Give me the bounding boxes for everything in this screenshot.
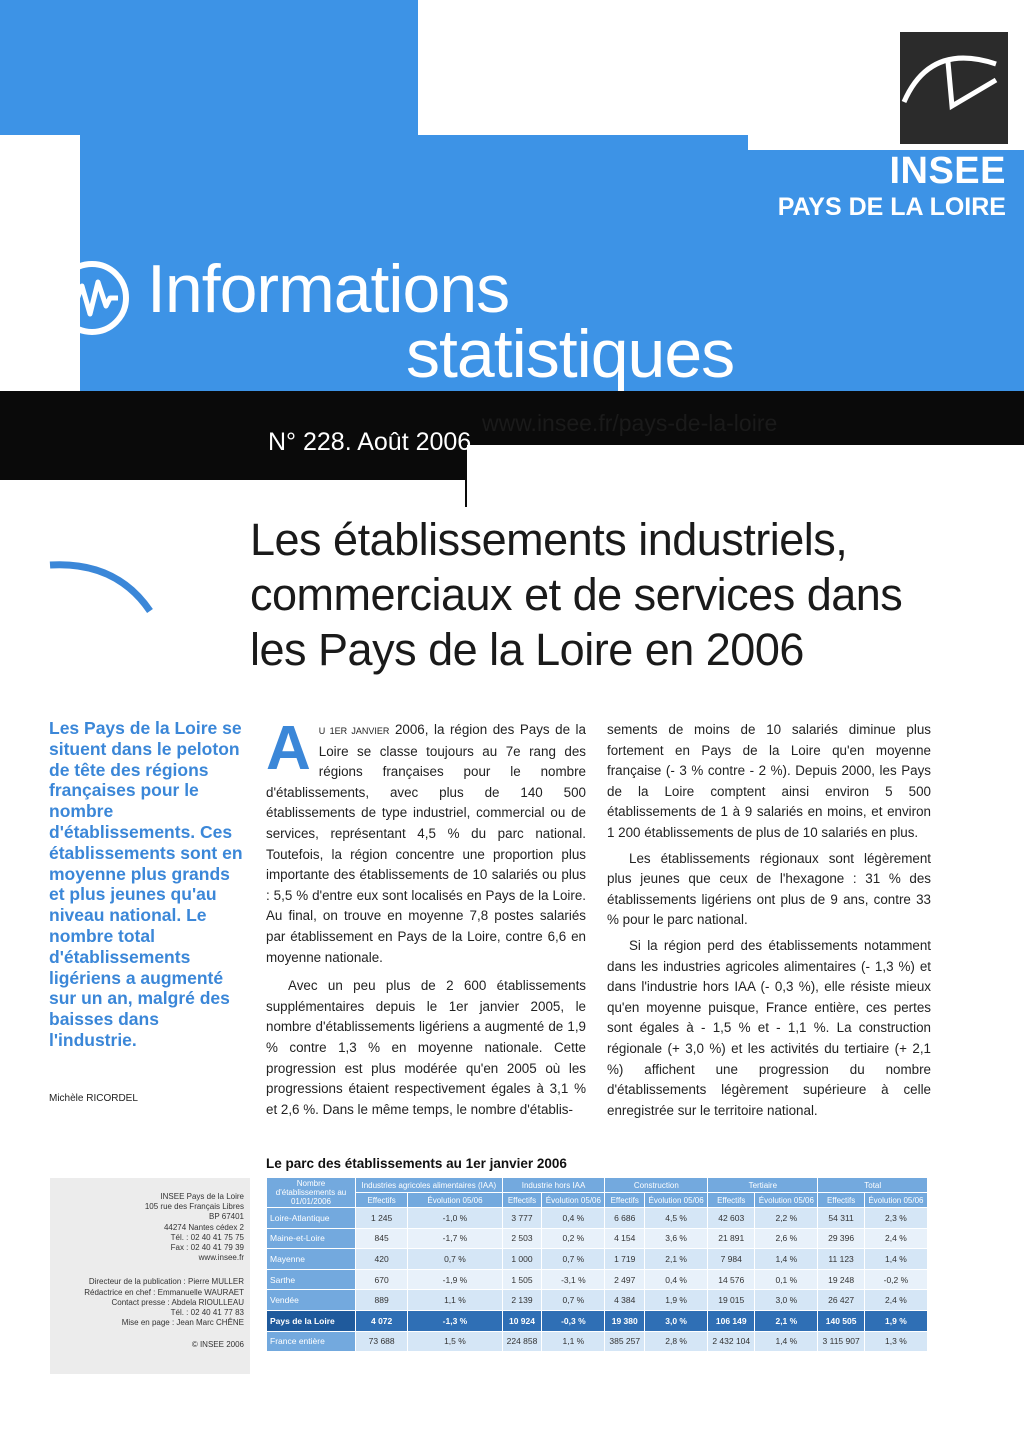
table-subheader: Évolution 05/06 bbox=[755, 1193, 818, 1208]
table-subheader-row bbox=[267, 1193, 928, 1208]
table-cell: 0,4 % bbox=[645, 1269, 708, 1290]
table-cell: 224 858 bbox=[502, 1331, 542, 1352]
table-cell: 670 bbox=[356, 1269, 408, 1290]
table-cell: -1,7 % bbox=[408, 1228, 502, 1249]
table-row-label: Vendée bbox=[267, 1290, 356, 1311]
table-group-header: Total bbox=[818, 1178, 928, 1193]
table-cell: 2,1 % bbox=[645, 1249, 708, 1270]
table-cell: 1,1 % bbox=[408, 1290, 502, 1311]
table-cell: 0,7 % bbox=[408, 1249, 502, 1270]
table-cell: 0,2 % bbox=[542, 1228, 605, 1249]
table-cell: 1,9 % bbox=[864, 1310, 927, 1331]
table-cell: 845 bbox=[356, 1228, 408, 1249]
table-corner-header: Nombre d'établissements au 01/01/2006 bbox=[267, 1178, 356, 1208]
table-row-label: Maine-et-Loire bbox=[267, 1228, 356, 1249]
table-cell: 6 686 bbox=[605, 1208, 645, 1229]
table-cell: 19 248 bbox=[818, 1269, 864, 1290]
table-row bbox=[267, 1249, 928, 1270]
paragraph: sements de moins de 10 salariés diminue plus fortement en Pays de la Loire qu'en moyenne française (- 3 % contre - 2 %). Depuis 2000, les Pays de la Loire comptent ainsi environ 5 500 établissements de 1 à 9 salariés en moins, et environ 1 200 établissements de plus de 10 salariés en plus. bbox=[607, 722, 931, 840]
article-headline: Les établissements industriels, commerciaux et de services dans les Pays de la Loire en 2006 bbox=[250, 514, 903, 675]
table-cell: 54 311 bbox=[818, 1208, 864, 1229]
table-subheader: Effectifs bbox=[502, 1193, 542, 1208]
table-cell: -3,1 % bbox=[542, 1269, 605, 1290]
table-cell: 106 149 bbox=[708, 1310, 755, 1331]
table-cell: 3 115 907 bbox=[818, 1331, 864, 1352]
paragraph: Les établissements régionaux sont légèrement plus jeunes que ceux de l'hexagone : 31 % des établissements ligériens ont plus de 9 ans, contre 33 % pour le parc national. bbox=[607, 850, 931, 928]
article-column-2 bbox=[607, 720, 931, 1126]
table-cell: 2 497 bbox=[605, 1269, 645, 1290]
table-cell: 11 123 bbox=[818, 1249, 864, 1270]
imprint-box bbox=[50, 1178, 250, 1374]
article-intro: Les Pays de la Loire se situent dans le peloton de tête des régions françaises pour le nombre d'établissements. Ces établissements sont en moyenne plus grands et plus jeunes qu'au niveau national. Le nombre total d'établissements ligériens a augmenté sur un an, malgré des baisses dans l'industrie. bbox=[49, 718, 243, 1050]
table-cell: 1,3 % bbox=[864, 1331, 927, 1352]
table-title: Le parc des établissements au 1er janvier 2006 bbox=[266, 1156, 567, 1171]
table-cell: 385 257 bbox=[605, 1331, 645, 1352]
table-group-header: Industrie hors IAA bbox=[502, 1178, 605, 1193]
table-subheader: Effectifs bbox=[818, 1193, 864, 1208]
article-column-1 bbox=[266, 714, 586, 1125]
table-row bbox=[267, 1290, 928, 1311]
masthead-title-line1: Informations bbox=[147, 251, 510, 327]
brand-name: INSEE bbox=[889, 150, 1006, 192]
establishments-table bbox=[266, 1177, 928, 1352]
table-row bbox=[267, 1331, 928, 1352]
table-cell: 1 000 bbox=[502, 1249, 542, 1270]
table-cell: -1,0 % bbox=[408, 1208, 502, 1229]
table-subheader: Effectifs bbox=[708, 1193, 755, 1208]
table-cell: -0,3 % bbox=[542, 1310, 605, 1331]
table-row bbox=[267, 1310, 928, 1331]
imprint-copyright: © INSEE 2006 bbox=[191, 1340, 244, 1350]
table-cell: 1,4 % bbox=[755, 1331, 818, 1352]
table-subheader: Évolution 05/06 bbox=[542, 1193, 605, 1208]
table-row-label: France entière bbox=[267, 1331, 356, 1352]
table-cell: 2 432 104 bbox=[708, 1331, 755, 1352]
table-cell: 420 bbox=[356, 1249, 408, 1270]
table-cell: 140 505 bbox=[818, 1310, 864, 1331]
table-body bbox=[267, 1208, 928, 1352]
table-cell: 10 924 bbox=[502, 1310, 542, 1331]
table-cell: 4 384 bbox=[605, 1290, 645, 1311]
table-subheader: Évolution 05/06 bbox=[645, 1193, 708, 1208]
table-cell: 2,3 % bbox=[864, 1208, 927, 1229]
insee-logo bbox=[900, 32, 1008, 144]
masthead-title-line2: statistiques bbox=[406, 316, 735, 392]
insee-arc-logo-icon bbox=[900, 32, 1008, 144]
table-row-label: Loire-Atlantique bbox=[267, 1208, 356, 1229]
table-cell: 3,0 % bbox=[755, 1290, 818, 1311]
table-cell: -0,2 % bbox=[864, 1269, 927, 1290]
table-subheader: Évolution 05/06 bbox=[408, 1193, 502, 1208]
table-cell: 2,1 % bbox=[755, 1310, 818, 1331]
table-header-row bbox=[267, 1178, 928, 1193]
table-cell: 0,1 % bbox=[755, 1269, 818, 1290]
article-author: Michèle RICORDEL bbox=[49, 1093, 138, 1104]
table-cell: 1 505 bbox=[502, 1269, 542, 1290]
table-cell: 889 bbox=[356, 1290, 408, 1311]
table-cell: 3 777 bbox=[502, 1208, 542, 1229]
table-cell: 0,7 % bbox=[542, 1249, 605, 1270]
table-cell: 73 688 bbox=[356, 1331, 408, 1352]
lead-smallcaps: U 1ER JANVIER bbox=[318, 726, 390, 736]
brand-region: PAYS DE LA LOIRE bbox=[777, 193, 1006, 221]
table-row-label: Mayenne bbox=[267, 1249, 356, 1270]
table-cell: 26 427 bbox=[818, 1290, 864, 1311]
table-cell: 2,4 % bbox=[864, 1290, 927, 1311]
table-subheader: Effectifs bbox=[356, 1193, 408, 1208]
table-cell: 1,5 % bbox=[408, 1331, 502, 1352]
table-group-header: Tertiaire bbox=[708, 1178, 818, 1193]
header-block-left bbox=[0, 0, 418, 135]
table-cell: -1,9 % bbox=[408, 1269, 502, 1290]
table-cell: 2,8 % bbox=[645, 1331, 708, 1352]
table-cell: 2,4 % bbox=[864, 1228, 927, 1249]
table-cell: 2,6 % bbox=[755, 1228, 818, 1249]
paragraph bbox=[266, 714, 586, 968]
table-cell: 21 891 bbox=[708, 1228, 755, 1249]
table-cell: 4,5 % bbox=[645, 1208, 708, 1229]
table-cell: 1,4 % bbox=[864, 1249, 927, 1270]
table-group-header: Industries agricoles alimentaires (IAA) bbox=[356, 1178, 503, 1193]
table-cell: 1,4 % bbox=[755, 1249, 818, 1270]
imprint-address: INSEE Pays de la Loire 105 rue des Français Libres BP 67401 44274 Nantes cédex 2 Tél. : 02 40 41 75 75 Fax : 02 40 41 79 39 www.insee.fr bbox=[144, 1192, 244, 1263]
table-cell: 1,9 % bbox=[645, 1290, 708, 1311]
dropcap: A bbox=[266, 714, 311, 783]
paragraph: Si la région perd des établissements notamment dans les industries agricoles alimentaires (- 1,3 %) et dans l'industrie hors IAA (- 0,3 %), elle résiste mieux qu'en moyenne puisque, France entière, ces pertes sont égales à - 1,5 % et - 1,1 %. La construction régionale (+ 3,0 %) et les activités du tertiaire (+ 2,1 %) affichent une progression du nombre d'établissements légèrement supérieure à celle enregistrée sur le territoire national. bbox=[607, 937, 931, 1118]
issue-url[interactable]: www.insee.fr/pays-de-la-loire bbox=[482, 410, 778, 436]
table-group-header: Construction bbox=[605, 1178, 708, 1193]
table-cell: 19 015 bbox=[708, 1290, 755, 1311]
table-cell: 4 072 bbox=[356, 1310, 408, 1331]
table-cell: 29 396 bbox=[818, 1228, 864, 1249]
paragraph: Avec un peu plus de 2 600 établissements supplémentaires depuis le 1er janvier 2005, le nombre d'établissements ligériens a augmenté de 1,9 % contre 1,3 % en moyenne nationale. Cette progression est plus modérée qu'en 2005 où les progressions étaient respectivement égales à 3,1 % et 2,6 %. Dans le même temps, le nombre d'établis- bbox=[266, 978, 586, 1117]
table-cell: 7 984 bbox=[708, 1249, 755, 1270]
imprint-credits: Directeur de la publication : Pierre MULLER Rédactrice en chef : Emmanuelle WAURAET Contact presse : Abdela RIOULLEAU Tél. : 02 40 41 77 83 Mise en page : Jean Marc CHÊNE bbox=[84, 1277, 244, 1328]
table-cell: 1 719 bbox=[605, 1249, 645, 1270]
paragraph-text: 2006, la région des Pays de la Loire se classe toujours au 7e rang des régions françaises pour le nombre d'établissements, avec plus de 140 500 établissements de type industriel, commercial ou de services, représentant 4,5 % du parc national. Toutefois, la région concentre une proportion plus importante des établissements de 10 salariés ou plus : 5,5 % d'entre eux sont localisés en Pays de la Loire. Au final, on trouve en moyenne 7,8 postes salariés par établissement en Pays de la Loire, contre 6,6 en moyenne nationale. bbox=[266, 722, 586, 965]
table-subheader: Évolution 05/06 bbox=[864, 1193, 927, 1208]
table-cell: 14 576 bbox=[708, 1269, 755, 1290]
table-row bbox=[267, 1269, 928, 1290]
table-cell: 0,7 % bbox=[542, 1290, 605, 1311]
issue-number-date: N° 228. Août 2006 bbox=[268, 428, 472, 456]
table-row-label: Pays de la Loire bbox=[267, 1310, 356, 1331]
table-cell: 2,2 % bbox=[755, 1208, 818, 1229]
table-cell: 1,1 % bbox=[542, 1331, 605, 1352]
table-row bbox=[267, 1208, 928, 1229]
table-cell: 1 245 bbox=[356, 1208, 408, 1229]
table-cell: 3,6 % bbox=[645, 1228, 708, 1249]
table-row bbox=[267, 1228, 928, 1249]
table-cell: 42 603 bbox=[708, 1208, 755, 1229]
table-row-label: Sarthe bbox=[267, 1269, 356, 1290]
table-cell: 3,0 % bbox=[645, 1310, 708, 1331]
pulse-logo-icon bbox=[52, 258, 132, 343]
decorative-arc-icon bbox=[46, 555, 156, 622]
table-cell: 0,4 % bbox=[542, 1208, 605, 1229]
table-cell: 2 503 bbox=[502, 1228, 542, 1249]
table-cell: -1,3 % bbox=[408, 1310, 502, 1331]
table-cell: 2 139 bbox=[502, 1290, 542, 1311]
table-cell: 19 380 bbox=[605, 1310, 645, 1331]
table-cell: 4 154 bbox=[605, 1228, 645, 1249]
table-subheader: Effectifs bbox=[605, 1193, 645, 1208]
